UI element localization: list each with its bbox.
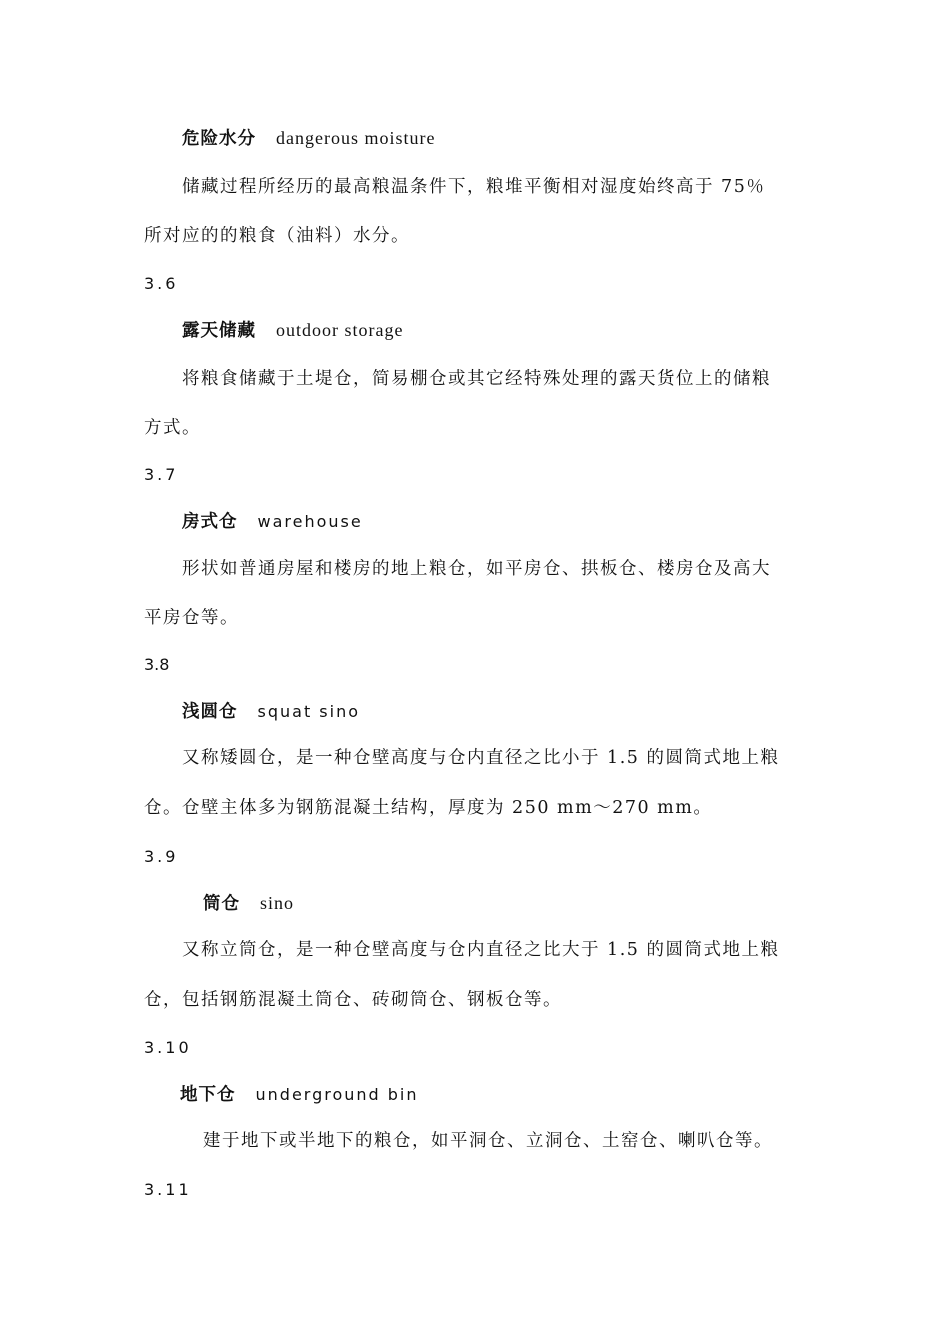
term-zh: 危险水分 <box>182 129 256 149</box>
definition-line: 所对应的的粮食（油料）水分。 <box>144 226 410 246</box>
term-en: outdoor storage <box>276 320 404 340</box>
term-zh: 露天储藏 <box>182 321 256 341</box>
term-heading-warehouse <box>182 510 363 534</box>
definition-line: 形状如普通房屋和楼房的地上粮仓，如平房仓、拱板仓、楼房仓及高大 <box>182 559 771 579</box>
definition-line: 又称立筒仓，是一种仓壁高度与仓内直径之比大于 1.5 的圆筒式地上粮 <box>182 940 780 960</box>
definition-line: 又称矮圆仓，是一种仓壁高度与仓内直径之比小于 1.5 的圆筒式地上粮 <box>182 748 780 768</box>
term-en: squat sino <box>257 702 361 721</box>
definition-line: 平房仓等。 <box>144 608 239 628</box>
term-en: sino <box>260 893 295 913</box>
definition-line: 仓。仓壁主体多为钢筋混凝土结构，厚度为 250 mm～270 mm。 <box>144 798 713 818</box>
term-en: underground bin <box>255 1085 419 1104</box>
clause-number: 3.10 <box>144 1038 192 1057</box>
term-heading-outdoor-storage <box>182 318 403 343</box>
clause-number: 3.8 <box>144 655 170 674</box>
definition-line: 仓，包括钢筋混凝土筒仓、砖砌筒仓、钢板仓等。 <box>144 990 562 1010</box>
definition-line: 将粮食储藏于土堤仓，简易棚仓或其它经特殊处理的露天货位上的储粮 <box>182 369 771 389</box>
term-heading-underground-bin <box>180 1083 419 1107</box>
clause-number: 3.11 <box>144 1180 192 1199</box>
term-heading-dangerous-moisture <box>182 126 435 151</box>
term-en: dangerous moisture <box>276 128 436 148</box>
term-heading-squat-sino <box>182 700 360 724</box>
term-zh: 筒仓 <box>203 894 240 914</box>
term-zh: 地下仓 <box>180 1085 236 1105</box>
clause-number: 3.6 <box>144 274 179 293</box>
clause-number: 3.7 <box>144 465 179 484</box>
term-heading-sino <box>203 891 294 916</box>
clause-number: 3.9 <box>144 847 179 866</box>
term-en: warehouse <box>257 512 363 531</box>
term-zh: 浅圆仓 <box>182 702 238 722</box>
definition-line: 方式。 <box>144 418 201 438</box>
definition-line: 建于地下或半地下的粮仓，如平洞仓、立洞仓、土窑仓、喇叭仓等。 <box>203 1131 773 1151</box>
definition-line: 储藏过程所经历的最高粮温条件下，粮堆平衡相对湿度始终高于 75％ <box>182 177 766 197</box>
term-zh: 房式仓 <box>182 512 238 532</box>
